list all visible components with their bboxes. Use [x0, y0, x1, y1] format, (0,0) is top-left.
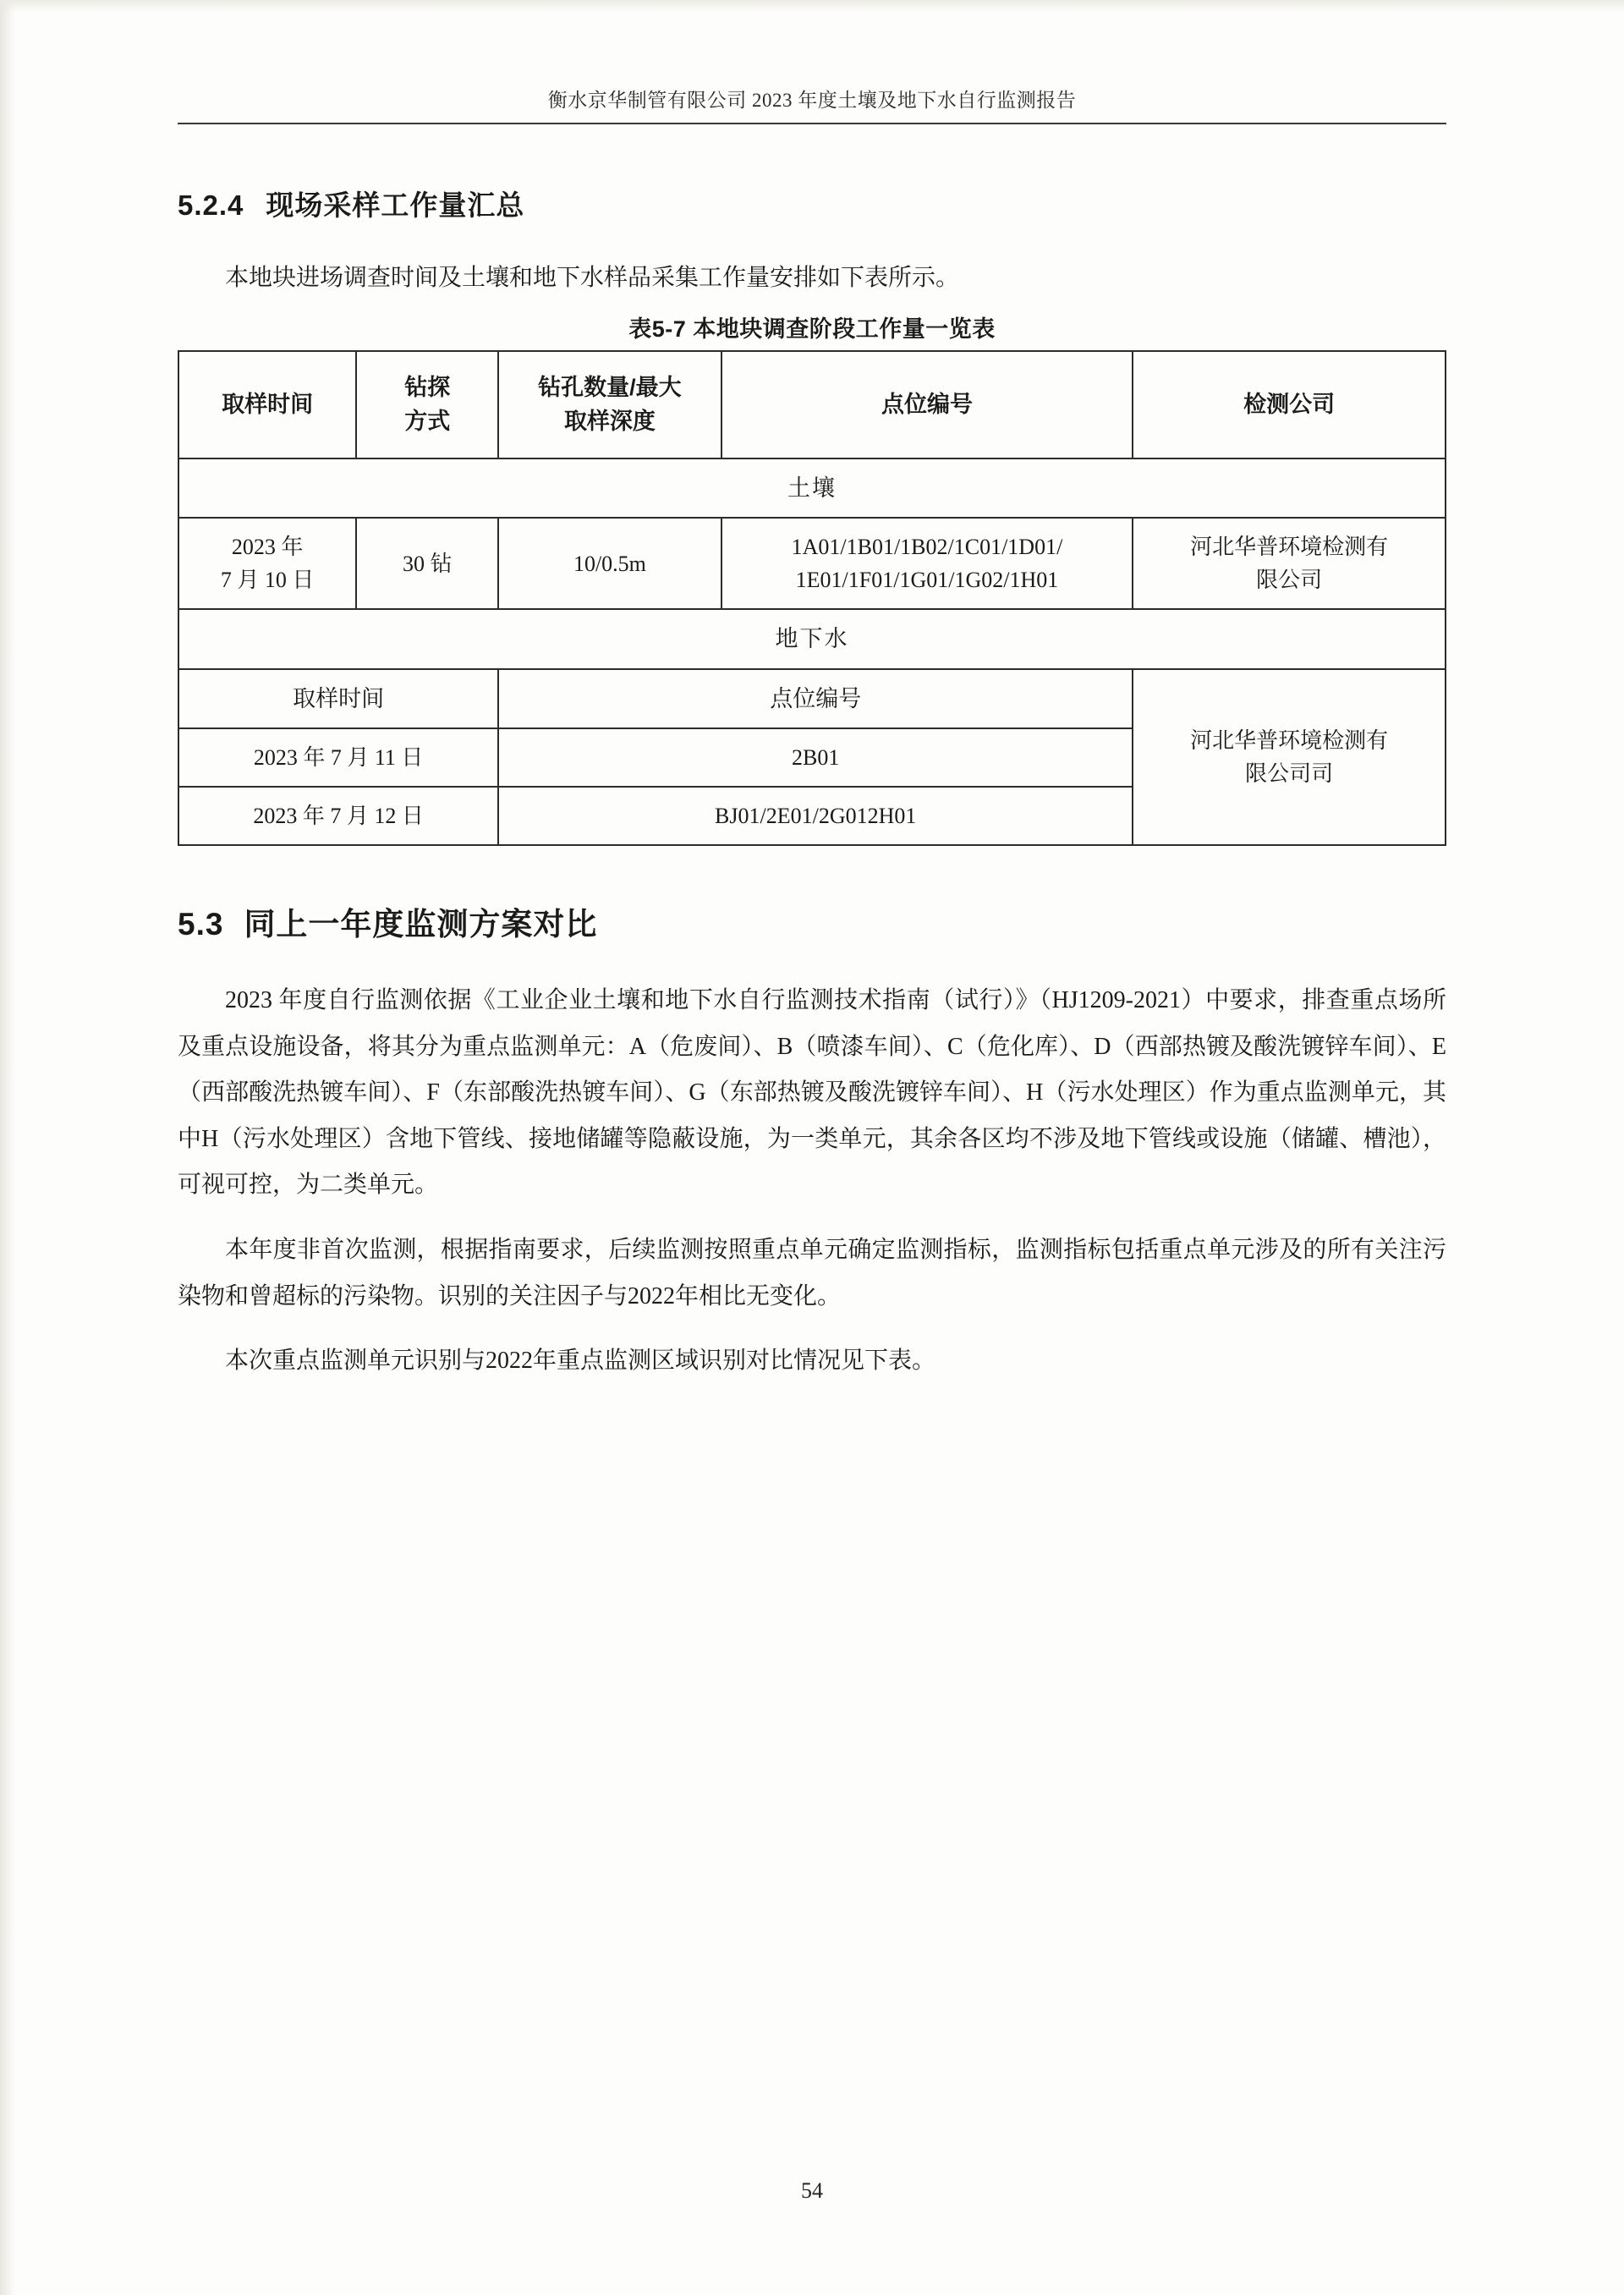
table-caption-5-7: 表5-7 本地块调查阶段工作量一览表	[628, 316, 996, 342]
col-header-sampling-time: 取样时间	[178, 351, 356, 458]
cell-soil-depth: 10/0.5m	[498, 518, 721, 609]
cell-soil-date	[178, 518, 356, 609]
cell-soil-date-line2: 7 月 10 日	[220, 568, 315, 593]
cell-groundwater-time-1: 2023 年 7 月 11 日	[178, 728, 498, 787]
section-number-5-3: 5.3	[178, 907, 224, 942]
worksummary-table	[178, 350, 1446, 847]
scan-edge-top	[0, 0, 1624, 12]
band-groundwater: 地下水	[178, 609, 1446, 669]
col-header-drilling-method-line1: 钻探	[404, 374, 451, 400]
cell-soil-company-line1: 河北华普环境检测有	[1190, 535, 1389, 560]
cell-soil-points	[721, 518, 1133, 609]
running-header: 衡水京华制管有限公司 2023 年度土壤及地下水自行监测报告	[547, 90, 1077, 111]
col-header-point-id: 点位编号	[721, 351, 1133, 458]
section-heading-5-2-4	[178, 184, 1446, 223]
table-band-groundwater-row	[178, 609, 1446, 669]
scan-edge-left	[0, 0, 15, 2295]
section-53-paragraph-2: 本年度非首次监测，根据指南要求，后续监测按照重点单元确定监测指标，监测指标包括重点单元涉及的所有关注污染物和曾超标的污染物。识别的关注因子与2022年相比无变化。	[178, 1237, 1446, 1309]
section-number: 5.2.4	[178, 189, 244, 221]
band-soil: 土壤	[178, 458, 1446, 519]
cell-soil-company-line2: 限公司	[1256, 568, 1323, 593]
section-524-intro: 本地块进场调查时间及土壤和地下水样品采集工作量安排如下表所示。	[225, 265, 960, 291]
cell-soil-method: 30 钻	[356, 518, 498, 609]
section-53-paragraph-3: 本次重点监测单元识别与2022年重点监测区域识别对比情况见下表。	[225, 1348, 936, 1375]
header-rule	[178, 123, 1446, 124]
col-header-borehole-depth-line1: 钻孔数量/最大	[538, 374, 682, 400]
table-row-soil	[178, 518, 1446, 609]
cell-groundwater-time-2: 2023 年 7 月 12 日	[178, 787, 498, 845]
table-header-row	[178, 351, 1446, 458]
cell-groundwater-company-line1: 河北华普环境检测有	[1190, 727, 1389, 753]
cell-groundwater-company-line2: 限公司司	[1245, 760, 1334, 786]
page-number: 54	[801, 2178, 823, 2203]
col-header-testing-company: 检测公司	[1133, 351, 1446, 458]
section-53-paragraph-1: 2023 年度自行监测依据《工业企业土壤和地下水自行监测技术指南（试行）》（HJ1209-2021）中要求，排查重点场所及重点设施设备，将其分为重点监测单元：A（危废间）、B（喷漆车间）、C（危化库）、D（西部热镀及酸洗镀锌车间）、E（西部酸洗热镀车间）、F（东部酸洗热镀车间）、G（东部热镀及酸洗镀锌车间）、H（污水处理区）作为重点监测单元，其中H（污水处理区）含地下管线、接地储罐等隐蔽设施，为一类单元，其余各区均不涉及地下管线或设施（储罐、槽池），可视可控，为二类单元。	[178, 987, 1446, 1199]
cell-soil-company	[1133, 518, 1446, 609]
table-groundwater-subheader-row	[178, 669, 1446, 729]
page-content	[178, 85, 1446, 1403]
section-heading-5-3	[178, 898, 1446, 944]
cell-groundwater-points-1: 2B01	[498, 728, 1133, 787]
subheader-groundwater-time: 取样时间	[178, 669, 498, 729]
section-title-5-3: 同上一年度监测方案对比	[244, 907, 598, 942]
cell-soil-points-line1: 1A01/1B01/1B02/1C01/1D01/	[791, 535, 1063, 560]
col-header-drilling-method-line2: 方式	[404, 409, 451, 435]
col-header-borehole-depth	[498, 351, 721, 458]
col-header-drilling-method	[356, 351, 498, 458]
subheader-groundwater-points: 点位编号	[498, 669, 1133, 729]
cell-soil-date-line1: 2023 年	[231, 535, 304, 560]
section-title: 现场采样工作量汇总	[266, 189, 525, 221]
col-header-borehole-depth-line2: 取样深度	[563, 409, 656, 435]
cell-soil-points-line2: 1E01/1F01/1G01/1G02/1H01	[795, 568, 1059, 593]
cell-groundwater-company	[1133, 669, 1446, 846]
cell-groundwater-points-2: BJ01/2E01/2G012H01	[498, 787, 1133, 845]
table-band-soil-row	[178, 458, 1446, 519]
